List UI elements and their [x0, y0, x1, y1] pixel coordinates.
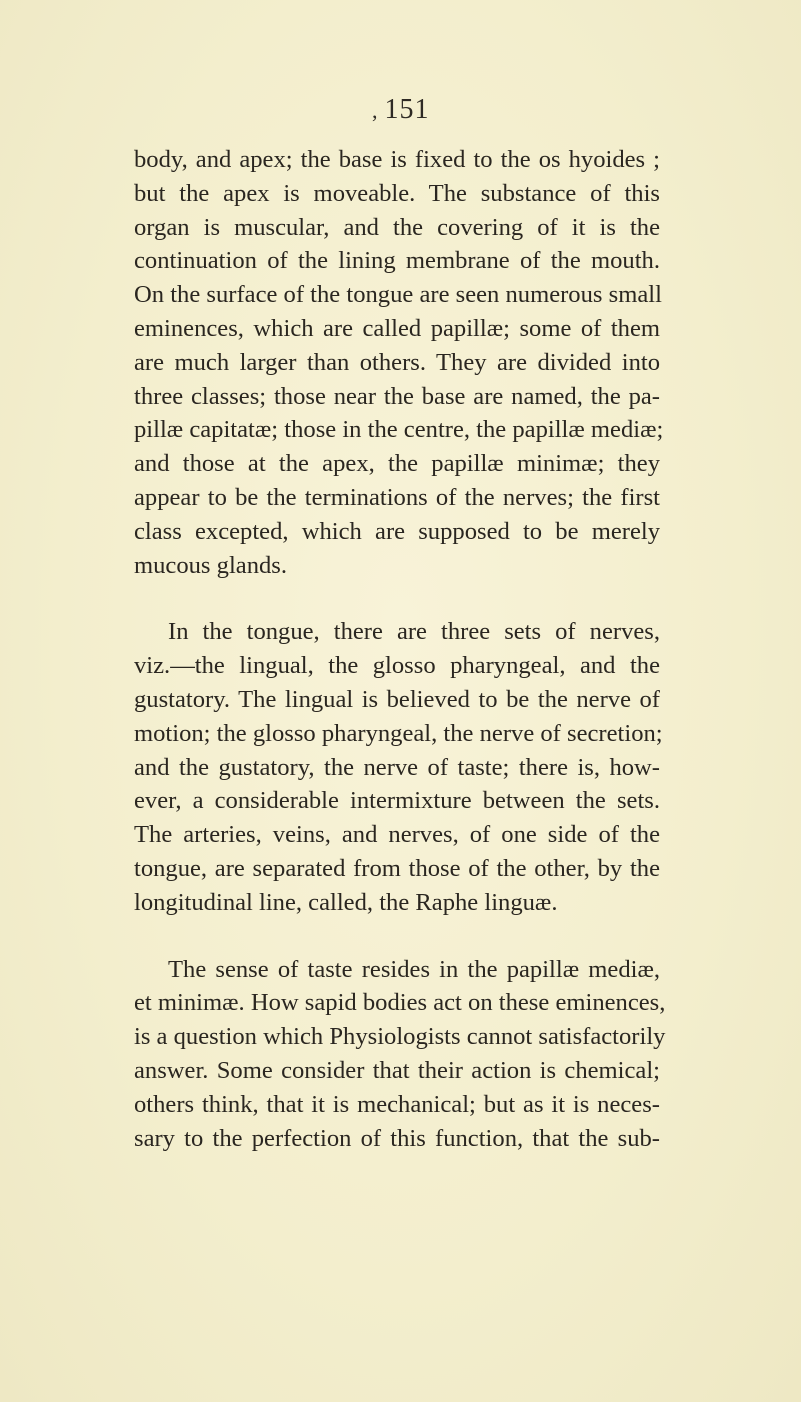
text-line: longitudinal line, called, the Raphe linguæ. [134, 888, 558, 916]
text-line: organ is muscular, and the covering of it is the [134, 213, 660, 241]
text-line: three classes; those near the base are named, the pa- [134, 382, 660, 410]
text-line: viz.—the lingual, the glosso pharyngeal, and the [134, 652, 660, 680]
text-line: answer. Some consider that their action is chemical; [134, 1056, 660, 1084]
text-line: eminences, which are called papillæ; some of them [134, 314, 660, 342]
text-line: is a question which Physiologists cannot satisfactorily [134, 1023, 666, 1051]
text-line: mucous glands. [134, 551, 288, 579]
paragraph-gap [134, 920, 660, 953]
text-line: are much larger than others. They are divided into [134, 348, 660, 376]
text-line: others think, that it is mechanical; but as it is neces- [134, 1090, 660, 1118]
text-line: In the tongue, there are three sets of nerves, [168, 618, 660, 646]
text-line: On the surface of the tongue are seen numerous small [134, 281, 662, 309]
text-line: et minimæ. How sapid bodies act on these eminences, [134, 989, 666, 1017]
text-line: continuation of the lining membrane of the mouth. [134, 247, 660, 275]
text-line: sary to the perfection of this function, that the sub- [134, 1124, 660, 1152]
text-line: The arteries, veins, and nerves, of one side of the [134, 821, 660, 849]
text-line: pillæ capitatæ; those in the centre, the papillæ mediæ; [134, 416, 664, 444]
text-line: motion; the glosso pharyngeal, the nerve of secretion; [134, 719, 663, 747]
page-number [372, 94, 430, 126]
paragraph-3 [134, 953, 666, 1156]
text-line: class excepted, which are supposed to be merely [134, 517, 660, 545]
paragraph-gap [134, 582, 660, 615]
text-line: appear to be the terminations of the nerves; the first [134, 483, 660, 511]
page-mark: , [372, 98, 379, 123]
text-line: gustatory. The lingual is believed to be the nerve of [134, 685, 660, 713]
text-line: ever, a considerable intermixture between the sets. [134, 787, 660, 815]
text-line: and the gustatory, the nerve of taste; there is, how- [134, 753, 660, 781]
paragraph-1 [134, 143, 664, 582]
page-number-value: 151 [384, 94, 430, 125]
paragraph-2 [134, 615, 663, 919]
text-line: and those at the apex, the papillæ minimæ; they [134, 450, 660, 478]
text-line: but the apex is moveable. The substance of this [134, 179, 660, 207]
text-line: body, and apex; the base is fixed to the os hyoides ; [134, 146, 660, 173]
text-line: The sense of taste resides in the papillæ mediæ, [168, 955, 660, 983]
body-text [134, 143, 666, 1155]
text-line: tongue, are separated from those of the other, by the [134, 854, 660, 882]
